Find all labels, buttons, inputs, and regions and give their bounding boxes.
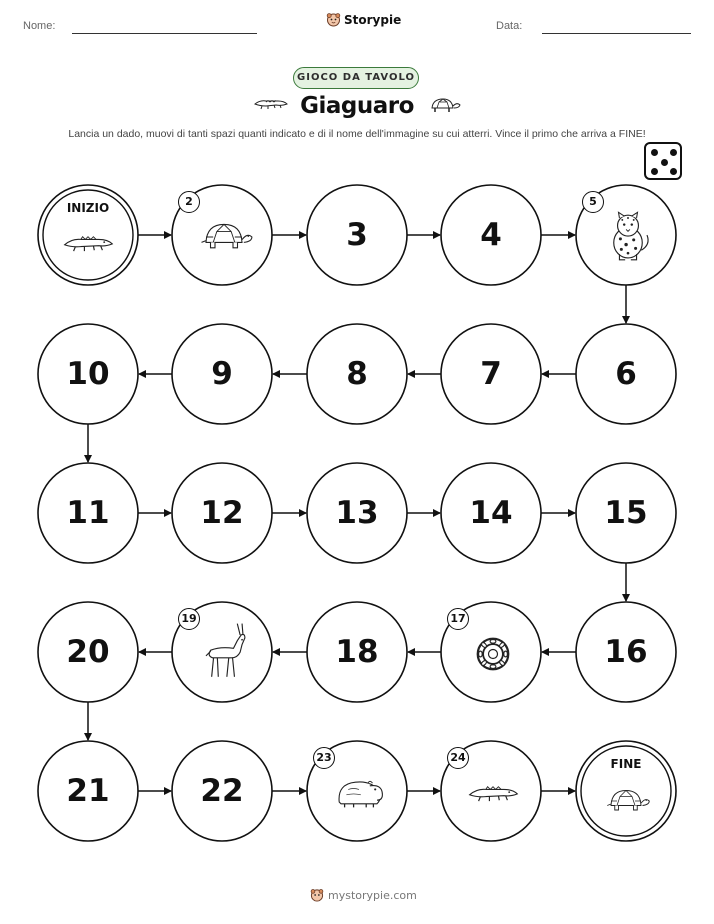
- space-number-badge: 5: [582, 191, 604, 213]
- footer: [310, 888, 417, 902]
- date-label: Data:: [496, 20, 523, 32]
- space-number: 22: [200, 773, 244, 809]
- space-number: 11: [66, 495, 110, 531]
- space-number-badge: 24: [447, 747, 469, 769]
- page-title: Giaguaro: [300, 93, 414, 119]
- space-number: 8: [346, 356, 368, 392]
- space-number: 12: [200, 495, 244, 531]
- space-number: 20: [66, 634, 110, 670]
- instructions: Lancia un dado, muovi di tanti spazi quanti indicato e di il nome dell'immagine su cui atterri. Vince il primo che arriva a FINE!: [68, 128, 646, 140]
- finish-label: FINE: [610, 757, 642, 771]
- storypie-mascot-icon: [310, 888, 324, 902]
- space-number-badge: 23: [313, 747, 335, 769]
- space-number: 9: [211, 356, 233, 392]
- footer-url: mystorypie.com: [328, 888, 417, 902]
- brand-name: Storypie: [344, 12, 402, 27]
- space-number-badge: 2: [178, 191, 200, 213]
- space-number: 15: [604, 495, 648, 531]
- space-number: 21: [66, 773, 110, 809]
- space-number-badge: 19: [178, 608, 200, 630]
- start-label: INIZIO: [66, 201, 110, 215]
- space-number: 4: [480, 217, 502, 253]
- anaconda-icon: [478, 639, 509, 670]
- start-space: [38, 185, 138, 285]
- space-number: 7: [480, 356, 502, 392]
- space-number: 6: [615, 356, 637, 392]
- space-number: 10: [66, 356, 110, 392]
- space-number: 3: [346, 217, 368, 253]
- space-number: 13: [335, 495, 379, 531]
- name-label: Nome:: [23, 20, 56, 32]
- space-number: 14: [469, 495, 513, 531]
- space-number: 18: [335, 634, 379, 670]
- space-number: 16: [604, 634, 648, 670]
- space-number-badge: 17: [447, 608, 469, 630]
- category-badge: GIOCO DA TAVOLO: [293, 67, 419, 89]
